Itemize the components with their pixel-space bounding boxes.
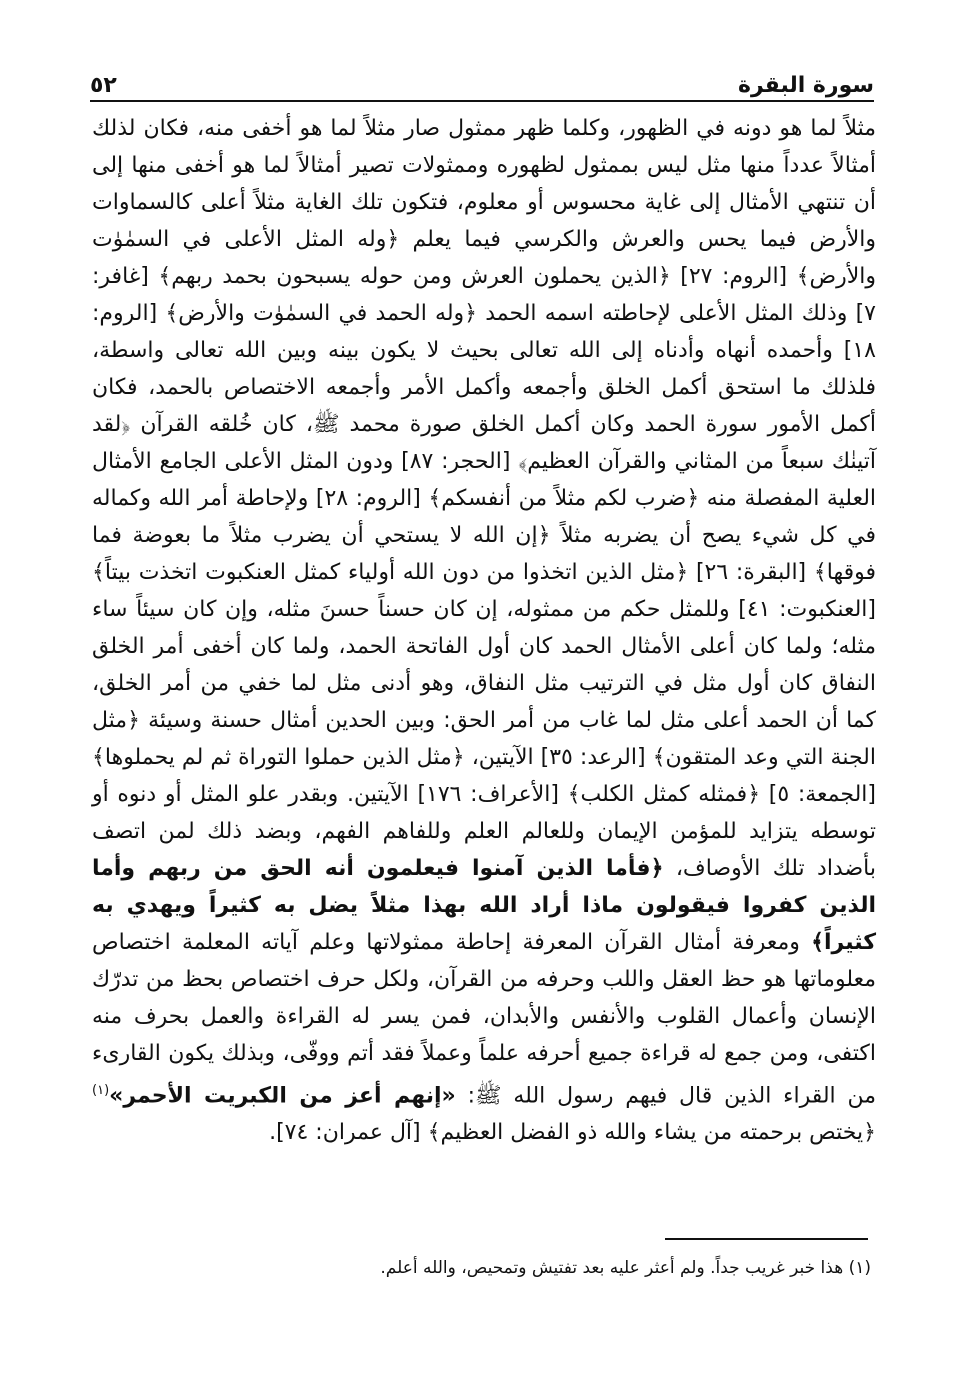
page-number: ٥٢ bbox=[90, 73, 117, 98]
text-segment-1: مثلاً لما هو دونه في الظهور، وكلما ظهر ممثول صار مثلاً لما هو أخفى منه، فكان لذلك أمثالاً عدداً منها مثل ليس بممثول لظهوره وممثولات تصير أمثالاً لما هو أخفى منها إلى أن تنتهي الأمثال إلى غاية محسوس أو معلوم، فتكون تلك الغاية مثلاً أعلى كالسماوات والأرض فيما يحس والعرش والكرسي فيما يعلم ﴿وله المثل الأعلى في السمٰوٰت والأرض﴾ [الروم: ٢٧] ﴿الذين يحملون العرش ومن حوله يسبحون بحمد ربهم﴾ [غافر: ٧] وذلك المثل الأعلى لإحاطته اسمه الحمد ﴿وله الحمد في السمٰوٰت والأرض﴾ [الروم: ١٨] وأحمده أنهاه وأدناه إلى الله تعالى بحيث لا يكون بينه وبين الله تعالى واسطة، فلذلك ما استحق أكمل الخلق وأجمعه وأكمل الأمر وأجمعه الاختصاص بالحمد، فكان أكمل الأمور سورة الحمد وكان أكمل الخلق صورة محمد ﷺ، كان خُلقه القرآن ﴿لقد آتينٰك سبعاً من المثاني والقرآن العظيم﴾ [الحجر: ٨٧] ودون المثل الأعلى الجامع الأمثال العلية المفصلة منه ﴿ضرب لكم مثلاً من أنفسكم﴾ [الروم: ٢٨] ولإحاطة أمر الله وكماله في كل شيء يصح أن يضربه مثلاً ﴿إن الله لا يستحي أن يضرب مثلاً ما بعوضة فما فوقها﴾ [البقرة: ٢٦] ﴿مثل الذين اتخذوا من دون الله أولياء كمثل العنكبوت اتخذت بيتاً﴾ [العنكبوت: ٤١] وللمثل حكم من ممثوله، إن كان حسناً حسنَ مثله، وإن كان سيئاً ساء مثله؛ ولما كان أعلى الأمثال الحمد كان أول الفاتحة الحمد، ولما كان أخفى أمر الخلق النفاق كان أول مثل في الترتيب مثل النفاق، وهو أدنى مثل لما خفي من أمر الخلق، كما أن الحمد أعلى مثل لما غاب من أمر الحق: وبين الحدين أمثال حسنة وسيئة ﴿مثل الجنة التي وعد المتقون﴾ [الرعد: ٣٥] الآيتين، ﴿مثل الذين حملوا التوراة ثم لم يحملوها﴾ [الجمعة: ٥] ﴿فمثله كمثل الكلب﴾ [الأعراف: ١٧٦] الآيتين. وبقدر علو المثل أو دنوه أو توسطه يتزايد للمؤمن الإيمان وللعالم العلم وللفاهم الفهم، وبضد ذلك لمن اتصف بأضداد تلك الأوصاف، bbox=[92, 116, 877, 881]
quran-verse-bold: ﴿فأما الذين آمنوا فيعلمون أنه الحق من ربهم وأما الذين كفروا فيقولون ماذا أراد الله بهذا مثلاً يضل به كثيراً ويهدي به كثيراً﴾ bbox=[92, 856, 876, 955]
main-paragraph bbox=[92, 110, 876, 1151]
footnote-marker: (١) bbox=[92, 1083, 110, 1098]
text-segment-3: ﴿يختص برحمته من يشاء والله ذو الفضل العظيم﴾ [آل عمران: ٧٤]. bbox=[269, 1120, 876, 1146]
text-segment-2: ومعرفة أمثال القرآن المعرفة إحاطة ممثولاتها وعلم آياته المعلمة اختصاص معلوماتها هو حظ العقل واللب وحرفه من القرآن، ولكل حرف اختصاص بحظ من تدرّك الإنسان وأعمال القلوب والأنفس والأبدان، فمن يسر له القراءة والعمل بحرف منه اكتفى، ومن جمع له قراءة جميع أحرفه علماً وعملاً فقد أتم ووفّى، وبذلك يكون القارىء من القراء الذين قال فيهم رسول الله ﷺ: bbox=[92, 930, 876, 1109]
footnote-divider bbox=[665, 1238, 868, 1240]
footnote: (١) هذا خبر غريب جداً. ولم أعثر عليه بعد تفتيش وتمحيص، والله أعلم. bbox=[380, 1258, 871, 1278]
surah-title: سورة البقرة bbox=[737, 73, 874, 98]
header-divider bbox=[90, 100, 874, 102]
page-header bbox=[90, 58, 874, 98]
hadith-quote-bold: «إنهم أعز من الكبريت الأحمر» bbox=[109, 1083, 456, 1109]
main-text bbox=[92, 110, 876, 1151]
